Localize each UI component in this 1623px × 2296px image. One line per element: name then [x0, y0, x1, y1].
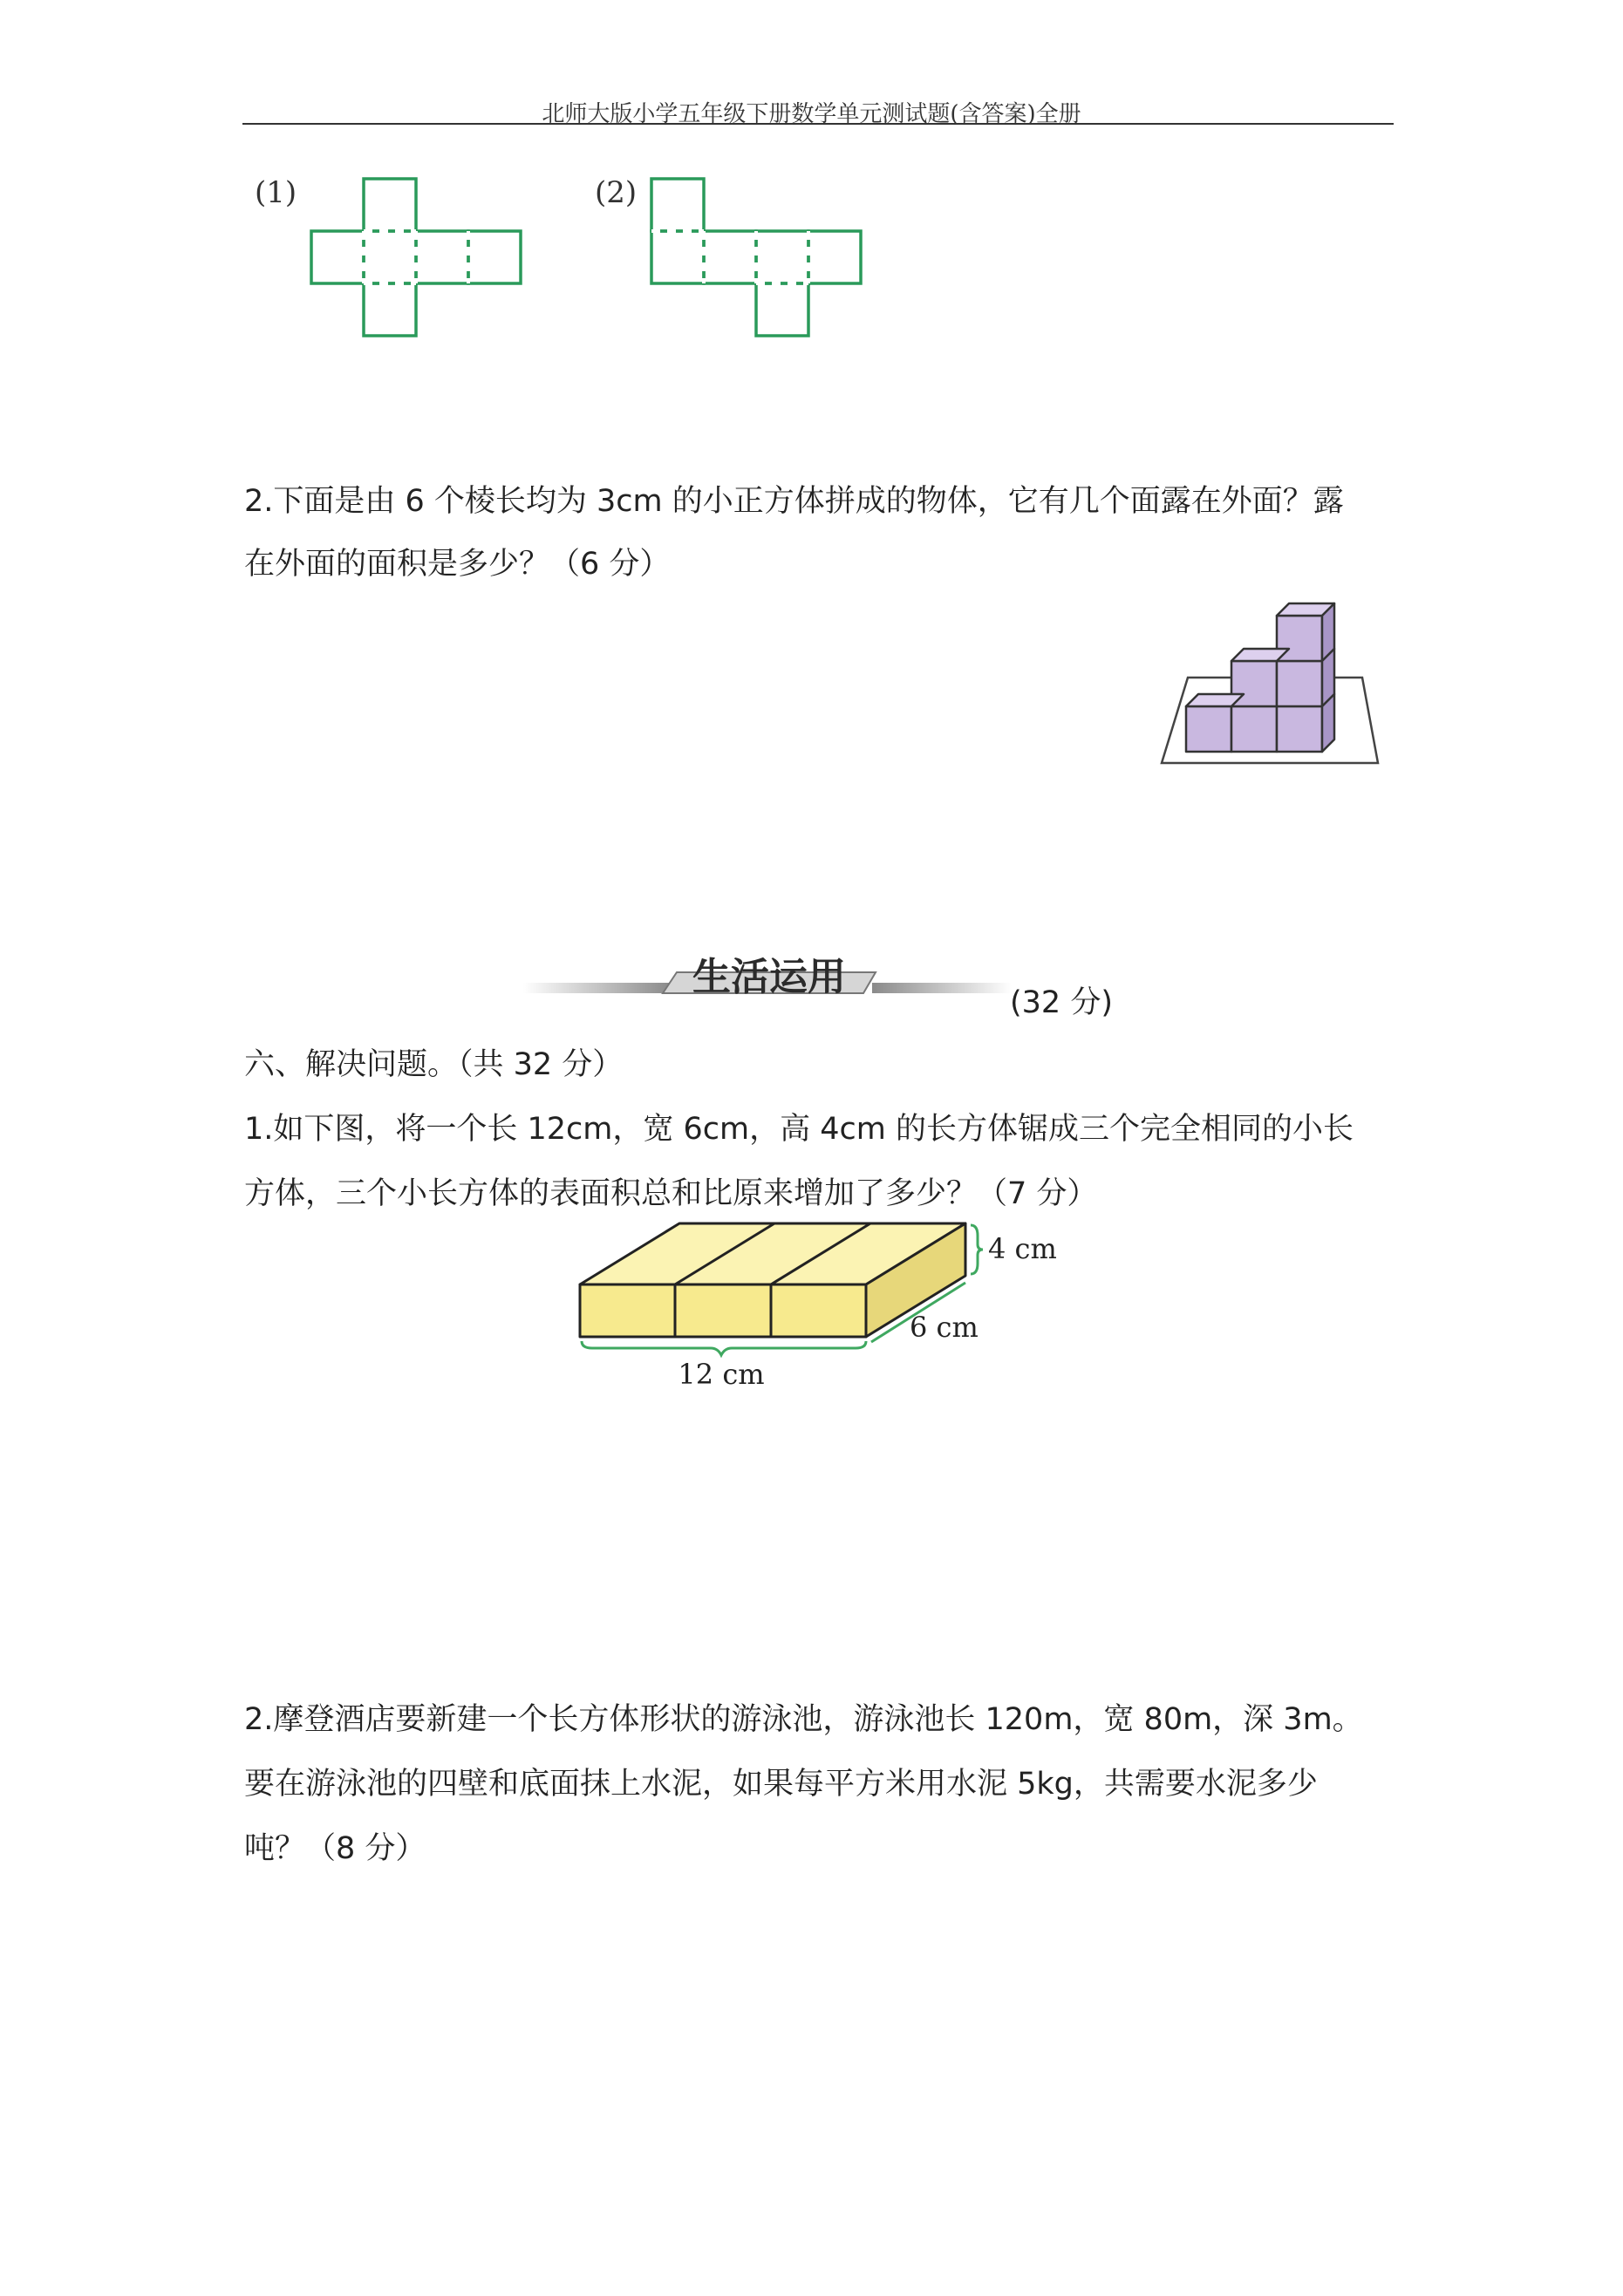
q5-2-line2: 在外面的面积是多少？（6 分） [244, 547, 671, 582]
banner-title: 生活运用 [692, 955, 846, 999]
net-1 [311, 179, 521, 336]
q5-2-line1: 2.下面是由 6 个棱长均为 3cm 的小正方体拼成的物体，它有几个面露在外面？露 [244, 484, 1344, 519]
q6-2-line2: 要在游泳池的四壁和底面抹上水泥，如果每平方米用水泥 5kg，共需要水泥多少 [244, 1767, 1318, 1802]
header-rule [242, 123, 1394, 125]
q6-1-line1: 1.如下图，将一个长 12cm，宽 6cm，高 4cm 的长方体锯成三个完全相同的小长 [244, 1112, 1354, 1147]
q6-2-line1: 2.摩登酒店要新建一个长方体形状的游泳池，游泳池长 120m，宽 80m，深 3m。 [244, 1702, 1363, 1737]
width-label: 6 cm [910, 1311, 979, 1344]
net-1-label: (1) [255, 175, 297, 210]
banner-score: (32 分) [1010, 985, 1113, 1020]
section-banner [523, 937, 1012, 1007]
height-label: 4 cm [988, 1232, 1057, 1265]
q6-1-line2: 方体，三个小长方体的表面积总和比原来增加了多少？（7 分） [244, 1176, 1098, 1211]
cuboid-figure [571, 1216, 1077, 1391]
cube-stack-figure [1142, 593, 1387, 767]
section6-heading: 六、解决问题。（共 32 分） [244, 1047, 624, 1082]
cube-nets-figure [244, 161, 890, 358]
q6-2-line3: 吨？（8 分） [244, 1831, 426, 1866]
page-header: 北师大版小学五年级下册数学单元测试题(含答案)全册 [542, 101, 1081, 127]
net-2 [651, 179, 861, 336]
length-label: 12 cm [678, 1358, 765, 1391]
net-2-label: (2) [595, 175, 638, 210]
net-2-fold-lines [651, 231, 808, 283]
